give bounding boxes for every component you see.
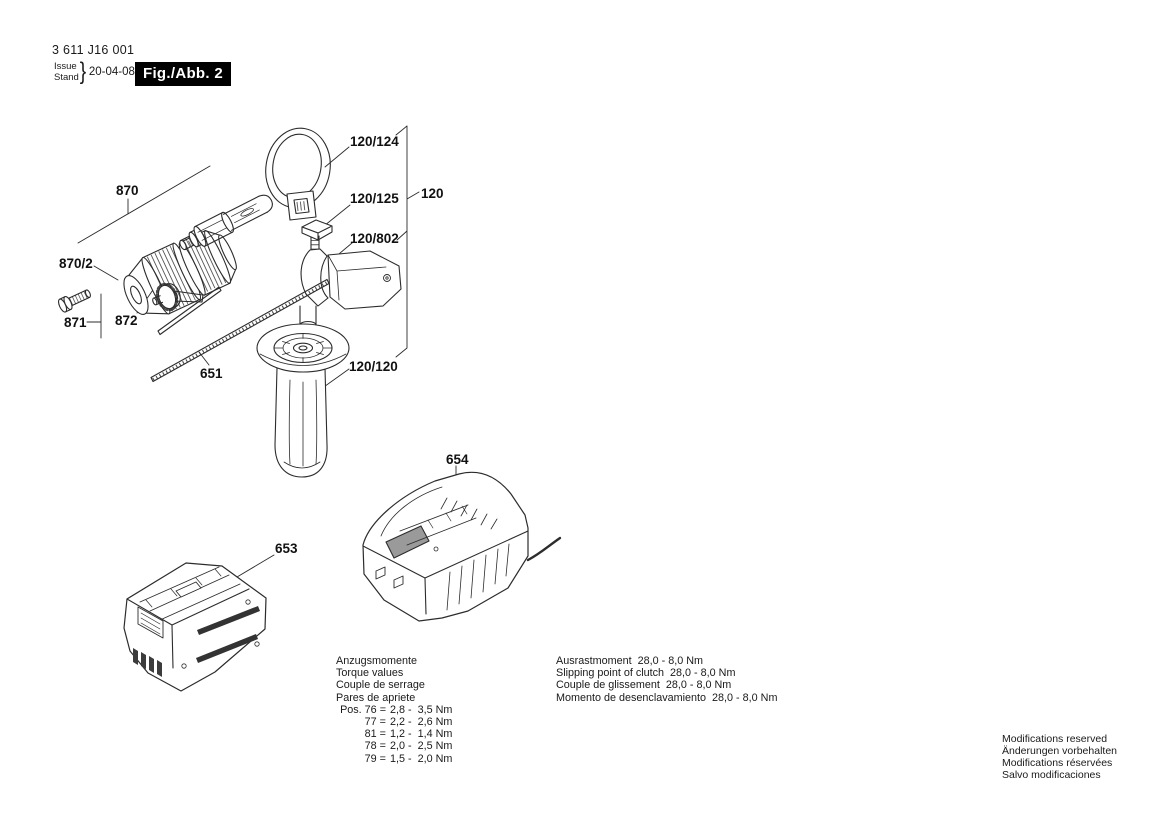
torque-pos: 79 = bbox=[364, 752, 386, 765]
part-label-654: 654 bbox=[446, 452, 469, 467]
clutch-line-de: Ausrastmoment 28,0 - 8,0 Nm bbox=[556, 655, 704, 667]
torque-range: 2,0 - 2,5 Nm bbox=[390, 740, 453, 753]
charger-cable bbox=[528, 538, 560, 560]
clutch-torque-block bbox=[556, 655, 777, 704]
document-part-number: 3 611 J16 001 bbox=[52, 43, 135, 57]
torque-pos: 81 = bbox=[364, 728, 386, 741]
torque-row bbox=[336, 716, 452, 728]
issue-date: 20-04-08 bbox=[88, 66, 135, 78]
modifications-line-en: Modifications reserved bbox=[1002, 733, 1108, 745]
torque-pos: Pos. 76 = bbox=[340, 703, 386, 716]
torque-row bbox=[336, 753, 452, 765]
part-label-120-125: 120/125 bbox=[350, 191, 399, 206]
part-label-120-802: 120/802 bbox=[350, 231, 399, 246]
handle-band-drawing bbox=[260, 123, 337, 220]
torque-range: 2,2 - 2,6 Nm bbox=[390, 716, 453, 729]
issue-label-de: Stand bbox=[54, 72, 79, 83]
torque-title-fr: Couple de serrage bbox=[336, 679, 425, 692]
part-label-651: 651 bbox=[200, 366, 223, 381]
torque-pos: 78 = bbox=[364, 740, 386, 753]
part-label-872: 872 bbox=[115, 313, 138, 328]
torque-values-block bbox=[336, 655, 452, 765]
charger-drawing bbox=[363, 472, 560, 621]
torque-title-en: Torque values bbox=[336, 667, 404, 680]
torque-row bbox=[336, 728, 452, 740]
torque-range: 1,5 - 2,0 Nm bbox=[390, 752, 453, 765]
part-label-870: 870 bbox=[116, 183, 139, 198]
torque-pos: 77 = bbox=[364, 716, 386, 729]
issue-label-en: Issue bbox=[54, 61, 77, 72]
torque-range: 1,2 - 1,4 Nm bbox=[390, 728, 453, 741]
battery-drawing bbox=[124, 563, 266, 691]
torque-title-de: Anzugsmomente bbox=[336, 655, 418, 667]
torque-title-es: Pares de apriete bbox=[336, 691, 416, 704]
modifications-notice bbox=[1002, 733, 1117, 781]
chuck-screw-drawing bbox=[57, 287, 93, 314]
handle-clamp-drawing bbox=[300, 249, 401, 329]
torque-row bbox=[336, 704, 452, 716]
clutch-line-fr: Couple de glissement 28,0 - 8,0 Nm bbox=[556, 679, 732, 692]
part-label-871: 871 bbox=[64, 315, 87, 330]
modifications-line-fr: Modifications réservées bbox=[1002, 757, 1113, 769]
issue-stand-row bbox=[54, 58, 135, 85]
figure-label-box: Fig./Abb. 2 bbox=[135, 62, 231, 86]
handle-washer-drawing bbox=[257, 324, 349, 372]
chuck-drawing bbox=[115, 223, 245, 327]
part-label-120-124: 120/124 bbox=[350, 134, 399, 149]
torque-range: 2,8 - 3,5 Nm bbox=[390, 703, 453, 716]
modifications-line-de: Änderungen vorbehalten bbox=[1002, 745, 1118, 757]
issue-brace: } bbox=[79, 58, 87, 85]
handle-grip-drawing bbox=[275, 368, 327, 477]
part-label-120: 120 bbox=[421, 186, 444, 201]
torque-row bbox=[336, 740, 452, 752]
clutch-line-es: Momento de desenclavamiento 28,0 - 8,0 Nm bbox=[556, 691, 778, 704]
part-label-653: 653 bbox=[275, 541, 298, 556]
modifications-line-es: Salvo modificaciones bbox=[1002, 769, 1101, 781]
part-label-870-2: 870/2 bbox=[59, 256, 93, 271]
part-label-120-120: 120/120 bbox=[349, 359, 398, 374]
clutch-line-en: Slipping point of clutch 28,0 - 8,0 Nm bbox=[556, 667, 736, 680]
